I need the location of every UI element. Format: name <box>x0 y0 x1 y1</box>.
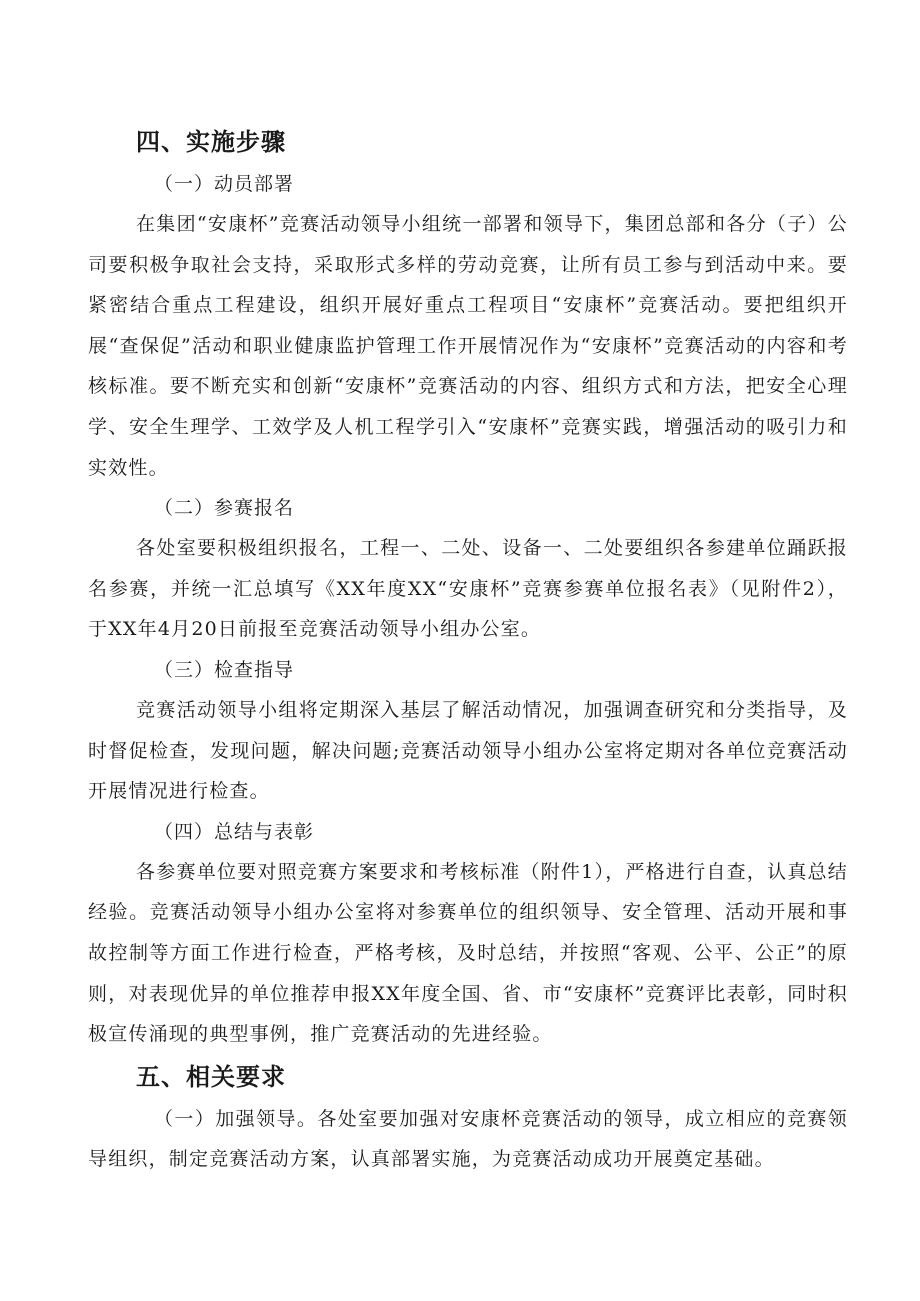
subsection-title-registration: （二）参赛报名 <box>154 497 295 520</box>
subsection-title-mobilization: （一）动员部署 <box>154 173 295 195</box>
section-heading-4: 四、实施步骤 <box>136 128 286 156</box>
paragraph-registration: 各处室要积极组织报名，工程一、二处、设备一、二处要组织各参建单位踊跃报名参赛，并统一汇总填写《XX年度XX“安康杯”竞赛参赛单位报名表》（见附件2），于XX年4月20日前报至竞赛活动领导小组办公室。 <box>88 537 848 641</box>
paragraph-requirement-1: （一）加强领导。各处室要加强对安康杯竞赛活动的领导，成立相应的竞赛领导组织，制定竞赛活动方案，认真部署实施，为竞赛活动成功开展奠定基础。 <box>88 1107 848 1171</box>
section-heading-5: 五、相关要求 <box>136 1062 286 1091</box>
paragraph-inspection: 竞赛活动领导小组将定期深入基层了解活动情况，加强调查研究和分类指导，及时督促检查，发现问题，解决问题;竞赛活动领导小组办公室将定期对各单位竞赛活动开展情况进行检查。 <box>88 698 848 803</box>
subsection-title-summary: （四）总结与表彰 <box>154 820 315 843</box>
subsection-title-inspection: （三）检查指导 <box>154 658 295 681</box>
document-page <box>88 120 848 1180</box>
paragraph-summary: 各参赛单位要对照竞赛方案要求和考核标准（附件1），严格进行自查，认真总结经验。竞赛活动领导小组办公室将对参赛单位的组织领导、安全管理、活动开展和事故控制等方面工作进行检查，严格考核，及时总结，并按照“客观、公平、公正”的原则，对表现优异的单位推荐申报XX年度全国、省、市“安康杯”竞赛评比表彰，同时积极宣传涌现的典型事例，推广竞赛活动的先进经验。 <box>88 860 848 1046</box>
paragraph-mobilization: 在集团“安康杯”竞赛活动领导小组统一部署和领导下，集团总部和各分（子）公司要积极争取社会支持，采取形式多样的劳动竞赛，让所有员工参与到活动中来。要紧密结合重点工程建设，组织开展好重点工程项目“安康杯”竞赛活动。要把组织开展“查保促”活动和职业健康监护管理工作开展情况作为“安康杯”竞赛活动的内容和考核标准。要不断充实和创新“安康杯”竞赛活动的内容、组织方式和方法，把安全心理学、安全生理学、工效学及人机工程学引入“安康杯”竞赛实践，增强活动的吸引力和实效性。 <box>88 213 848 479</box>
